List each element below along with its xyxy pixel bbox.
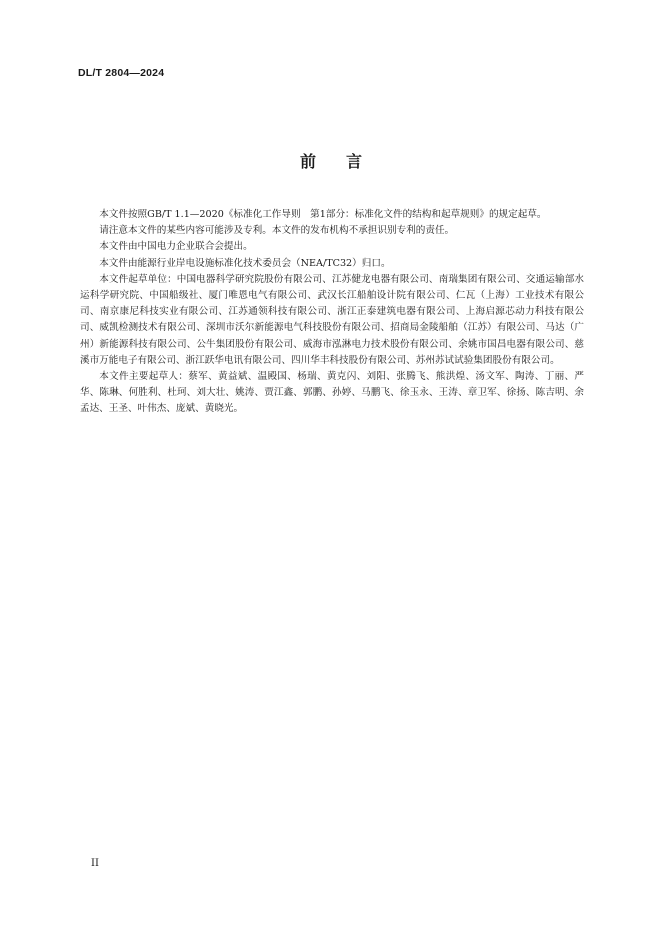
page-title xyxy=(0,149,662,172)
paragraph-drafters: 本文件主要起草人：蔡军、黄益斌、温殿国、杨瑞、黄克闪、刘阳、张腾飞、熊洪煌、汤文军、陶涛、丁丽、严华、陈琳、何胜利、杜珂、刘大壮、姚涛、贾江鑫、郭鹏、孙婷、马鹏飞、徐玉永、王涛、章卫军、徐扬、陈吉明、余孟达、王圣、叶伟杰、庞斌、黄晓光。 xyxy=(80,371,584,415)
title-char-2: 言 xyxy=(346,152,363,171)
title-char-1: 前 xyxy=(299,152,316,171)
paragraph-drafting-rules: 本文件按照GB/T 1.1—2020《标准化工作导则 第1部分：标准化文件的结构和起草规则》的规定起草。 xyxy=(99,209,547,220)
paragraph-patent-notice: 请注意本文件的某些内容可能涉及专利。本文件的发布机构不承担识别专利的责任。 xyxy=(99,225,455,237)
paragraph-drafting-units: 本文件起草单位：中国电器科学研究院股份有限公司、江苏健龙电器有限公司、南瑞集团有限公司、交通运输部水运科学研究院、中国船级社、厦门唯恩电气有限公司、武汉长江船舶设计院有限公司、仁瓦（上海）工业技术有限公司、南京康尼科技实业有限公司、江苏通领科技有限公司、浙江正泰建筑电器有限公司、上海启源芯动力科技有限公司、威凯检测技术有限公司、深圳市沃尔新能源电气科技股份有限公司、招商局金陵船舶（江苏）有限公司、马达（广州）新能源科技有限公司、公牛集团股份有限公司、威海市泓淋电力技术股份有限公司、余姚市国昌电器有限公司、慈溪市万能电子有限公司、浙江跃华电讯有限公司、四川华丰科技股份有限公司、苏州苏试试验集团股份有限公司。 xyxy=(80,273,584,366)
page-number: II xyxy=(91,858,99,869)
paragraph-committee: 本文件由能源行业岸电设施标准化技术委员会（NEA/TC32）归口。 xyxy=(99,257,391,269)
document-code: DL/T 2804—2024 xyxy=(78,67,165,79)
preface-body xyxy=(80,207,584,418)
paragraph-proposer: 本文件由中国电力企业联合会提出。 xyxy=(99,241,253,253)
